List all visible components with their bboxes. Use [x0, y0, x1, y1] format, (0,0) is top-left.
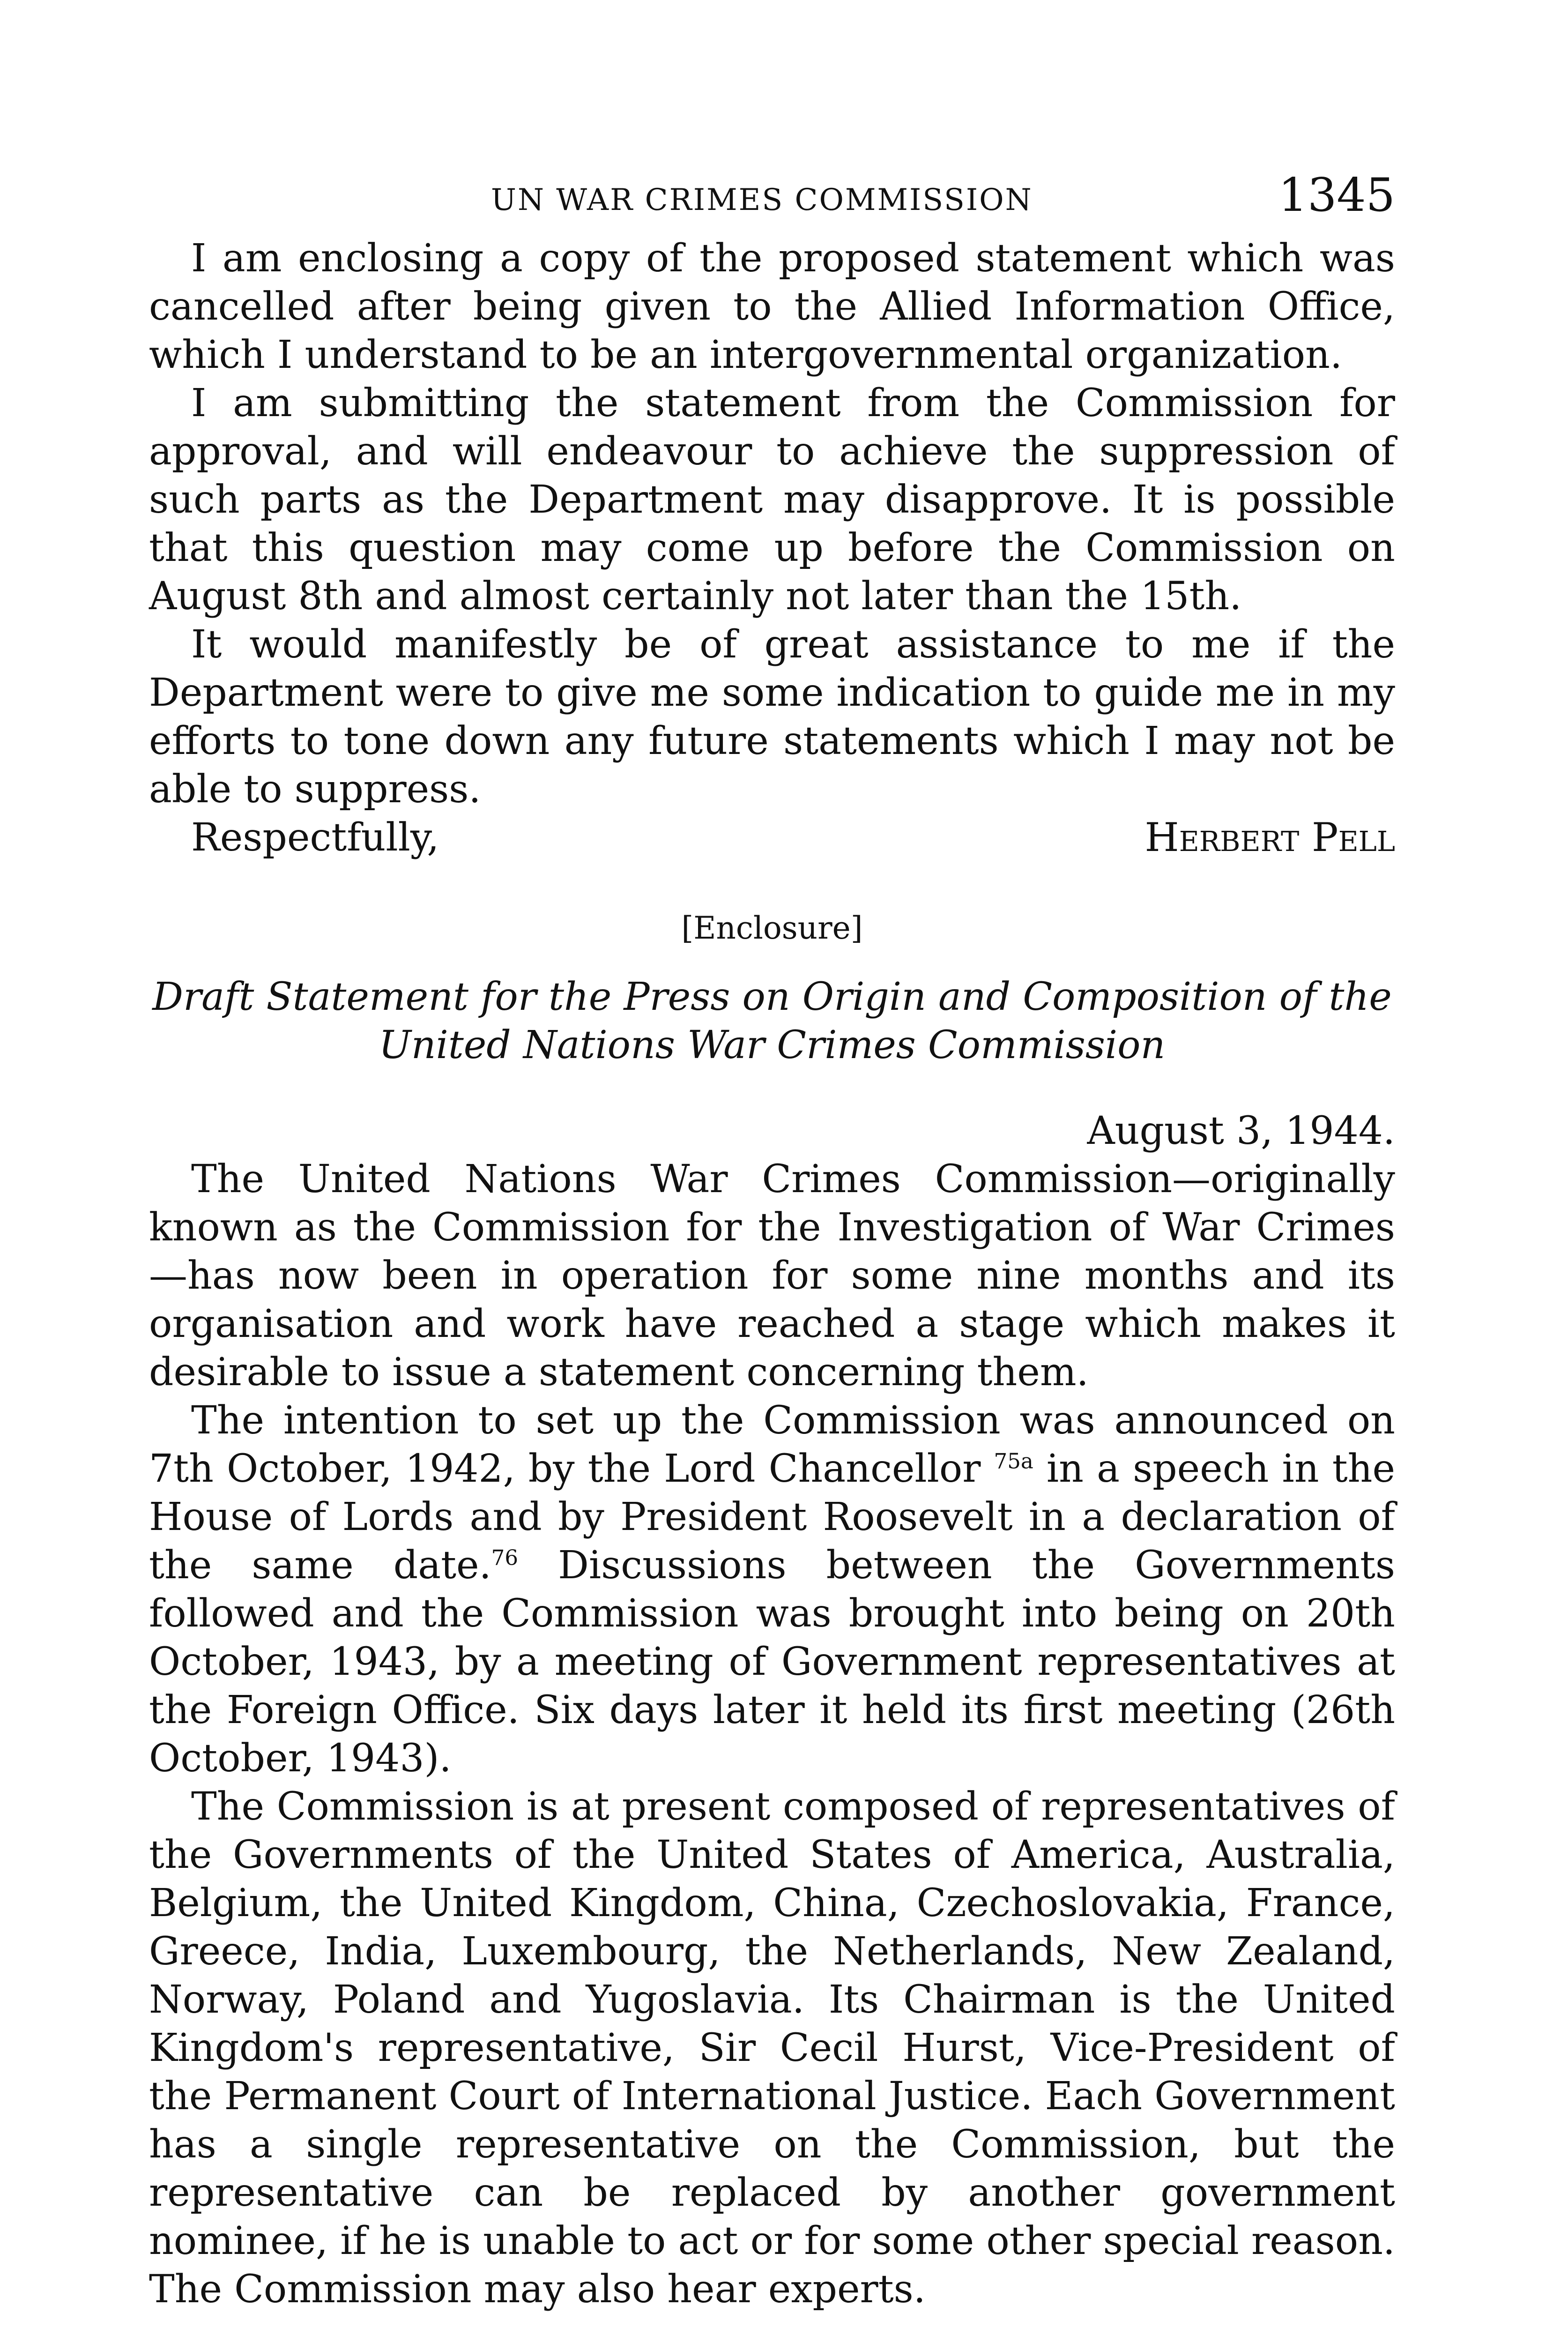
running-head: UN WAR CRIMES COMMISSION	[491, 183, 1033, 217]
statement-date: August 3, 1944.	[1087, 1109, 1395, 1153]
letter-paragraph-2: I am submitting the statement from the Commission for approval, and will endeavour to achieve the suppression of such parts as the Department may disapprove. It is possible that this question may come up before the Commission on August 8th and almost certainly not later than the 15th.	[149, 381, 1395, 619]
letter-paragraph-1: I am enclosing a copy of the proposed statement which was cancelled after being given to the Allied Information Office, which I understand to be an intergovernmental organization.	[149, 236, 1395, 377]
document-page	[149, 169, 1395, 2343]
page-header	[149, 169, 1395, 234]
statement-paragraph-3: The Commission is at present composed of representatives of the Governments of the United States of America, Australia, Belgium, the United Kingdom, China, Czechoslovakia, France, Greece, India, Luxembourg, the Netherlands, New Zealand, Norway, Poland and Yugoslavia. Its Chairman is the United Kingdom's representative, Sir Cecil Hurst, Vice-President of the Permanent Court of International Justice. Each Government has a single representative on the Commission, but the representative can be replaced by another government nominee, if he is unable to act or for some other special reason. The Commission may also hear experts.	[149, 1784, 1395, 2312]
statement-p2-text-c: Discussions between the Governments followed and the Commission was brought into being on 20th October, 1943, by a meeting of Government representatives at the Foreign Office. Six days later it held its first meeting (26th October, 1943).	[149, 1543, 1395, 1781]
signature: Herbert Pell	[1144, 814, 1395, 860]
enclosure-label: [Enclosure]	[681, 910, 863, 946]
statement-title: Draft Statement for the Press on Origin and Composition of the United Nations War Crimes Commission	[152, 975, 1392, 1067]
closing: Respectfully,	[191, 815, 439, 860]
statement-paragraph-1: The United Nations War Crimes Commission—originally known as the Commission for the Investigation of War Crimes—has now been in operation for some nine months and its organisation and work have reached a stage which makes it desirable to issue a statement concerning them.	[149, 1157, 1395, 1395]
footnote-ref-76: 76	[491, 1545, 519, 1570]
footnote-ref-75a: 75a	[994, 1448, 1033, 1474]
statement-p2-text-b: in a speech in the House of Lords and by President Roosevelt in a declaration of the same date.	[149, 1447, 1395, 1588]
letter-paragraph-3: It would manifestly be of great assistance to me if the Department were to give me some indication to guide me in my efforts to tone down any future statements which I may not be able to suppress.	[149, 622, 1395, 812]
page-number: 1345	[1278, 169, 1395, 222]
statement-p2-text-a: The intention to set up the Commission was announced on 7th October, 1942, by the Lord Chancellor	[149, 1398, 1395, 1491]
statement-paragraph-2	[149, 1396, 1395, 1783]
letter-signoff	[149, 813, 1395, 865]
